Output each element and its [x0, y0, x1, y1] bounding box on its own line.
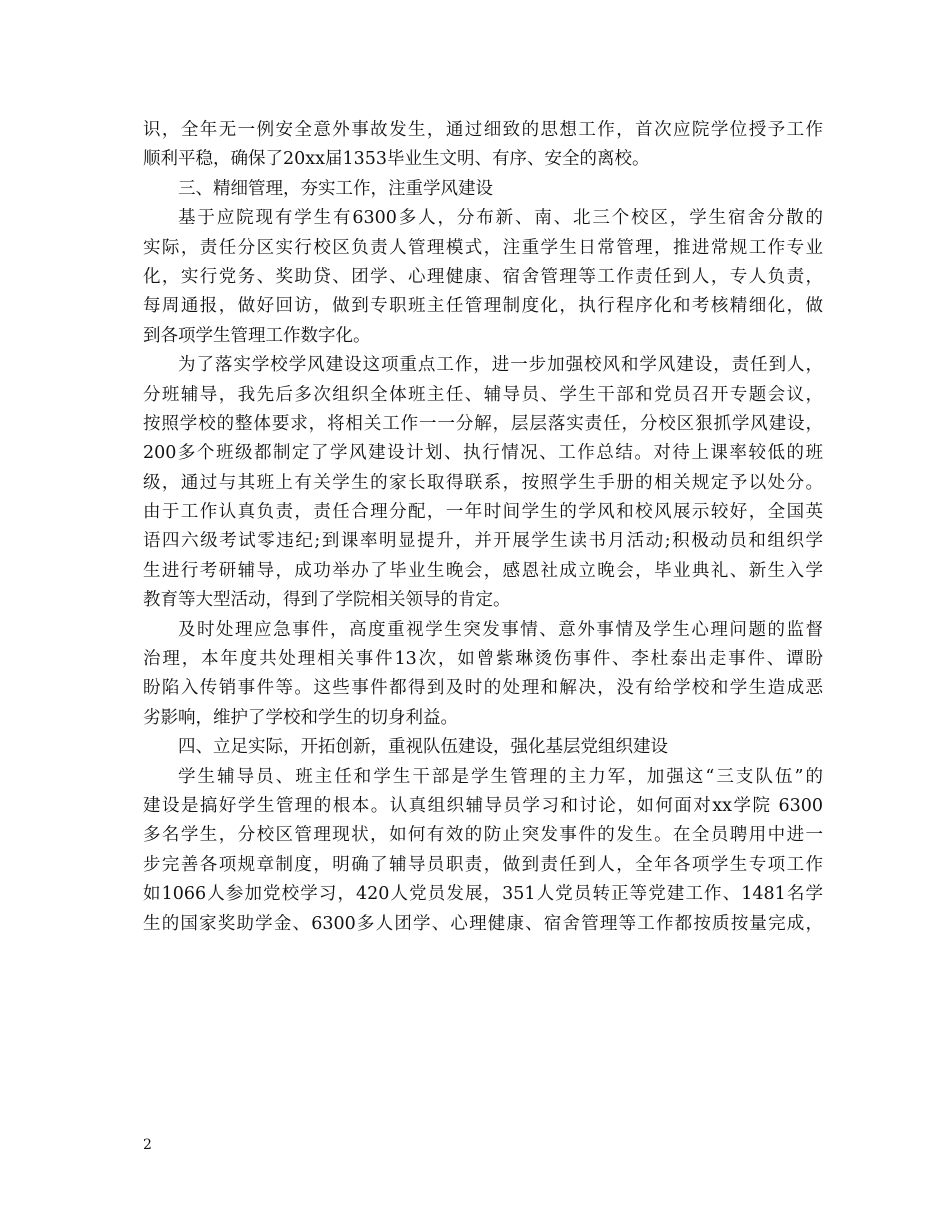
section-heading: 三、精细管理，夯实工作，注重学风建设	[178, 178, 493, 199]
text-line: 识，全年无一例安全意外事故发生，通过细致的思想工作，首次应院学位授予工作	[143, 120, 823, 140]
text-line: 学生辅导员、班主任和学生干部是学生管理的主力军，加强这“三支队伍”的	[178, 766, 823, 787]
section-heading: 四、立足实际，开拓创新，重视队伍建设，强化基层党组织建设	[178, 737, 668, 758]
document-body	[143, 116, 823, 939]
text-line: 盼陷入传销事件等。这些事件都得到及时的处理和解决，没有给学校和学生造成恶	[143, 678, 823, 699]
text-line: 生进行考研辅导，成功举办了毕业生晚会，感恩社成立晚会，毕业典礼、新生入学	[143, 560, 823, 581]
text-line: 及时处理应急事件，高度重视学生突发事情、意外事情及学生心理问题的监督	[178, 619, 823, 640]
text-line: 教育等大型活动，得到了学院相关领导的肯定。	[143, 590, 511, 611]
text-line: 语四六级考试零违纪;到课率明显提升，并开展学生读书月活动;积极动员和组织学	[143, 531, 823, 552]
text-line: 200多个班级都制定了学风建设计划、执行情况、工作总结。对待上课率较低的班	[143, 443, 823, 464]
text-line: 如1066人参加党校学习，420人党员发展，351人党员转正等党建工作、1481名学	[143, 884, 823, 905]
text-line: 为了落实学校学风建设这项重点工作，进一步加强校风和学风建设，责任到人，	[178, 355, 823, 376]
page-number: 2	[143, 1137, 152, 1153]
text-line: 按照学校的整体要求，将相关工作一一分解，层层落实责任，分校区狠抓学风建设，	[143, 413, 823, 434]
text-line: 步完善各项规章制度，明确了辅导员职责，做到责任到人，全年各项学生专项工作	[143, 854, 823, 875]
text-line: 治理，本年度共处理相关事件13次，如曾紫琳烫伤事件、李杜泰出走事件、谭盼	[143, 649, 823, 670]
text-line: 劣影响，维护了学校和学生的切身利益。	[143, 707, 458, 728]
text-line: 基于应院现有学生有6300多人，分布新、南、北三个校区，学生宿舍分散的	[178, 208, 823, 229]
text-line: 由于工作认真负责，责任合理分配，一年时间学生的学风和校风展示较好，全国英	[143, 502, 823, 523]
text-line: 多名学生，分校区管理现状，如何有效的防止突发事件的发生。在全员聘用中进一	[143, 825, 823, 846]
text-line: 每周通报，做好回访，做到专职班主任管理制度化，执行程序化和考核精细化，做	[143, 296, 823, 317]
text-line: 实际，责任分区实行校区负责人管理模式，注重学生日常管理，推进常规工作专业	[143, 237, 823, 258]
text-line: 顺利平稳，确保了20xx届1353毕业生文明、有序、安全的离校。	[143, 149, 650, 170]
text-line: 化，实行党务、奖助贷、团学、心理健康、宿舍管理等工作责任到人，专人负责，	[143, 266, 823, 287]
text-line: 生的国家奖助学金、6300多人团学、心理健康、宿舍管理等工作都按质按量完成，	[143, 913, 823, 934]
text-line: 建设是搞好学生管理的根本。认真组织辅导员学习和讨论，如何面对xx学院 6300	[143, 795, 823, 816]
text-line: 分班辅导，我先后多次组织全体班主任、辅导员、学生干部和党员召开专题会议，	[143, 384, 823, 405]
text-line: 级，通过与其班上有关学生的家长取得联系，按照学生手册的相关规定予以处分。	[143, 472, 823, 493]
text-line: 到各项学生管理工作数字化。	[143, 325, 371, 346]
